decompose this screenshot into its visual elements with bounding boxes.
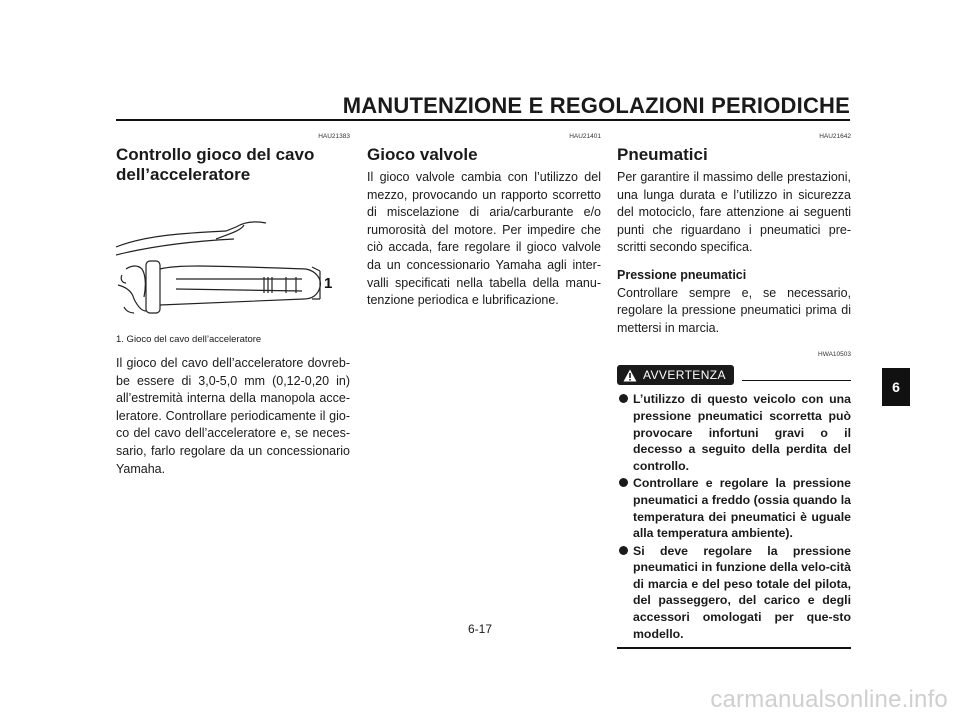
bullet-icon (619, 546, 628, 555)
subheading: Pressione pneumatici (617, 267, 747, 282)
section-code: HAU21383 (318, 133, 350, 140)
callout-number: 1 (324, 275, 333, 292)
chapter-tab: 6 (882, 368, 910, 406)
section-heading: Pneumatici (617, 145, 708, 164)
header-rule (116, 119, 850, 121)
section-code: HAU21642 (819, 133, 851, 140)
bullet-icon (619, 394, 628, 403)
page-title: MANUTENZIONE E REGOLAZIONI PERIODICHE (342, 93, 850, 118)
warning-label: AVVERTENZA (643, 368, 726, 383)
warning-item: Si deve regolare la pressione pneumatici in funzione della velo-cità di marcia e del peso totale del pilota, del passeggero, del carico e degli accessori omologati per que-sto modello. (617, 543, 851, 643)
throttle-grip-illustration (116, 195, 350, 327)
warning-rule (742, 380, 851, 381)
watermark: carmanualsonline.info (710, 686, 948, 713)
warning-badge (617, 365, 734, 385)
column-tires (617, 133, 851, 649)
figure-caption: 1. Gioco del cavo dell’acceleratore (116, 334, 262, 345)
section-body-2: Controllare sempre e, se necessario, regolare la pressione pneumatici prima di mettersi in marcia. (617, 285, 851, 335)
section-body: Il gioco valvole cambia con l’utilizzo del mezzo, provocando un rapporto scorretto di miscelazione di aria/carburante e/o rumorosità del motore. Per impedire che ciò accada, fare regolare il gioco valvole da un concessionario Yamaha agli inter-valli specificati nella tabella della manu-tenzione periodica e lubrificazione. (367, 170, 601, 308)
section-code: HAU21401 (569, 133, 601, 140)
bullet-icon (619, 478, 628, 487)
section-heading: Gioco valvole (367, 145, 478, 164)
warning-end-rule (617, 647, 851, 649)
warning-code: HWA10503 (818, 351, 851, 359)
page-number: 6-17 (467, 622, 493, 636)
section-body: Il gioco del cavo dell’acceleratore dovreb-be essere di 3,0-5,0 mm (0,12-0,20 in) all’estremità interna della manopola acce-leratore. Controllare periodicamente il gio-co del cavo dell’acceleratore e, se neces-sario, farlo regolare da un concessionario Yamaha. (116, 356, 350, 476)
section-body: Per garantire il massimo delle prestazioni, una lunga durata e l’utilizzo in sicurezza del motociclo, fare attenzione ai seguenti punti che riguardano i pneumatici pre-scritti secondo specifica. (617, 170, 851, 255)
warning-item: L’utilizzo di questo veicolo con una pressione pneumatici scorretta può provocare infortuni gravi o il decesso a seguito della perdita del controllo. (617, 391, 851, 474)
section-heading: Controllo gioco del cavo dell’acceleratore (116, 145, 315, 184)
warning-header (617, 365, 851, 385)
warning-triangle-icon (623, 369, 637, 382)
warning-item: Controllare e regolare la pressione pneumatici a freddo (ossia quando la temperatura dei pneumatici è uguale alla temperatura ambiente). (617, 475, 851, 541)
warning-list (617, 391, 851, 642)
column-throttle (116, 133, 350, 478)
column-valves (367, 133, 601, 310)
